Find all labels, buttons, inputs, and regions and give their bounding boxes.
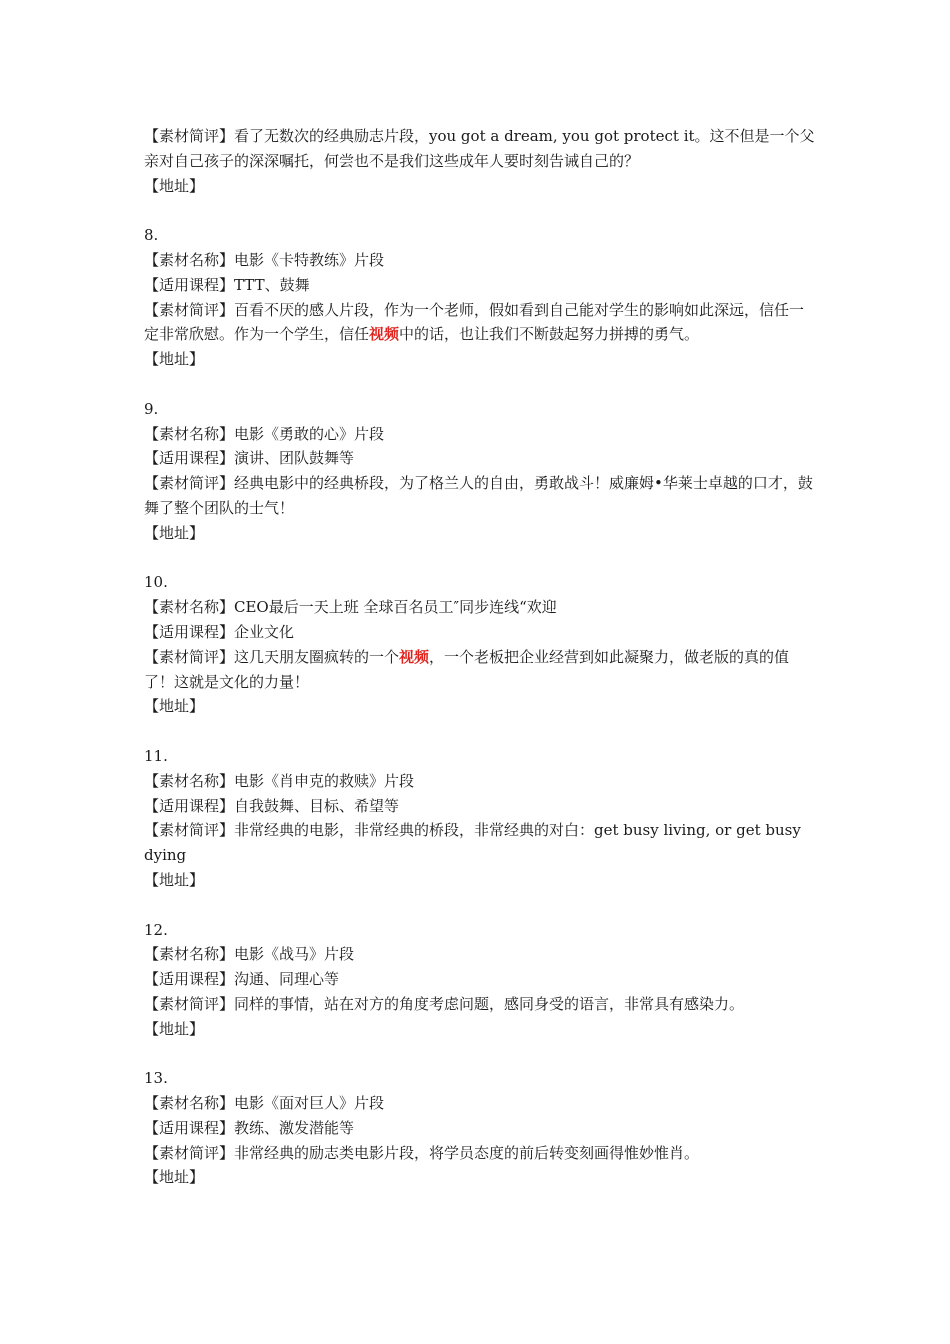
entry-review bbox=[144, 645, 816, 695]
review-text: 中的话，也让我们不断鼓起努力拼搏的勇气。 bbox=[399, 325, 700, 344]
spacer bbox=[144, 719, 816, 744]
entry-review bbox=[144, 818, 816, 868]
entry-name: 【素材名称】CEO最后一天上班 全球百名员工″同步连线“欢迎 bbox=[144, 598, 557, 617]
entry-number: 9. bbox=[144, 399, 159, 418]
spacer bbox=[144, 546, 816, 571]
entry-11 bbox=[144, 744, 816, 893]
entry-number: 13. bbox=[144, 1069, 168, 1088]
spacer bbox=[144, 198, 816, 223]
spacer bbox=[144, 893, 816, 918]
review-text: 【素材简评】百看不厌的感人片段，作为一个老师，假如看到自己能对学生的影响如此深远，信任一定非常欣慰。作为一个学生，信任 bbox=[144, 300, 805, 344]
entry-course: 【适用课程】沟通、同理心等 bbox=[144, 970, 340, 989]
entry-address: 【地址】 bbox=[144, 870, 205, 889]
review-text: 【素材简评】非常经典的电影，非常经典的桥段，非常经典的对白：get busy living, or get busy dying bbox=[144, 821, 801, 865]
review-text: 【素材简评】同样的事情，站在对方的角度考虑问题，感同身受的语言，非常具有感染力。 bbox=[144, 994, 745, 1013]
entry-address: 【地址】 bbox=[144, 697, 205, 716]
entry-course: 【适用课程】企业文化 bbox=[144, 622, 295, 641]
review-text: ，一个老板把企业经营到如此凝聚力，做老版的真的值了！这就是文化的力量！ bbox=[144, 647, 790, 691]
entry-review bbox=[144, 1141, 816, 1166]
spacer bbox=[144, 1041, 816, 1066]
highlight-keyword[interactable]: 视频 bbox=[369, 325, 400, 344]
entry-course: 【适用课程】演讲、团队鼓舞等 bbox=[144, 449, 355, 468]
entry-course: 【适用课程】自我鼓舞、目标、希望等 bbox=[144, 796, 400, 815]
entry-address: 【地址】 bbox=[144, 523, 205, 542]
entry-address: 【地址】 bbox=[144, 176, 205, 195]
entry-7 bbox=[144, 124, 816, 198]
entry-number: 10. bbox=[144, 573, 168, 592]
entry-number: 11. bbox=[144, 746, 168, 765]
entry-address: 【地址】 bbox=[144, 1168, 205, 1187]
entry-review bbox=[144, 298, 816, 348]
entry-address: 【地址】 bbox=[144, 1019, 205, 1038]
review-text: 【素材简评】这几天朋友圈疯转的一个 bbox=[144, 647, 400, 666]
entry-address: 【地址】 bbox=[144, 350, 205, 369]
highlight-keyword[interactable]: 视频 bbox=[399, 647, 430, 666]
review-text: 【素材简评】经典电影中的经典桥段，为了格兰人的自由，勇敢战斗！威廉姆•华莱士卓越的口才，鼓舞了整个团队的士气！ bbox=[144, 474, 813, 517]
entry-name: 【素材名称】电影《卡特教练》片段 bbox=[144, 250, 385, 269]
review-text: 【素材简评】看了无数次的经典励志片段，you got a dream, you got protect it。这不但是一个父亲对自己孩子的深深嘱托，何尝也不是我们这些成年人要时刻告诫自己的？ bbox=[144, 127, 815, 170]
entry-course: 【适用课程】TTT、鼓舞 bbox=[144, 275, 310, 294]
entry-9 bbox=[144, 397, 816, 546]
entry-name: 【素材名称】电影《勇敢的心》片段 bbox=[144, 424, 385, 443]
entry-review bbox=[144, 992, 816, 1017]
entry-number: 8. bbox=[144, 226, 159, 245]
entry-number: 12. bbox=[144, 920, 168, 939]
entry-name: 【素材名称】电影《战马》片段 bbox=[144, 945, 355, 964]
entry-12 bbox=[144, 918, 816, 1042]
document-body bbox=[144, 124, 816, 1190]
entry-review bbox=[144, 471, 816, 521]
entry-course: 【适用课程】教练、激发潜能等 bbox=[144, 1118, 355, 1137]
entry-10 bbox=[144, 570, 816, 719]
entry-name: 【素材名称】电影《肖申克的救赎》片段 bbox=[144, 771, 415, 790]
entry-name: 【素材名称】电影《面对巨人》片段 bbox=[144, 1094, 385, 1113]
entry-8 bbox=[144, 223, 816, 372]
spacer bbox=[144, 372, 816, 397]
entry-review bbox=[144, 124, 816, 174]
entry-13 bbox=[144, 1066, 816, 1190]
review-text: 【素材简评】非常经典的励志类电影片段，将学员态度的前后转变刻画得惟妙惟肖。 bbox=[144, 1143, 700, 1162]
